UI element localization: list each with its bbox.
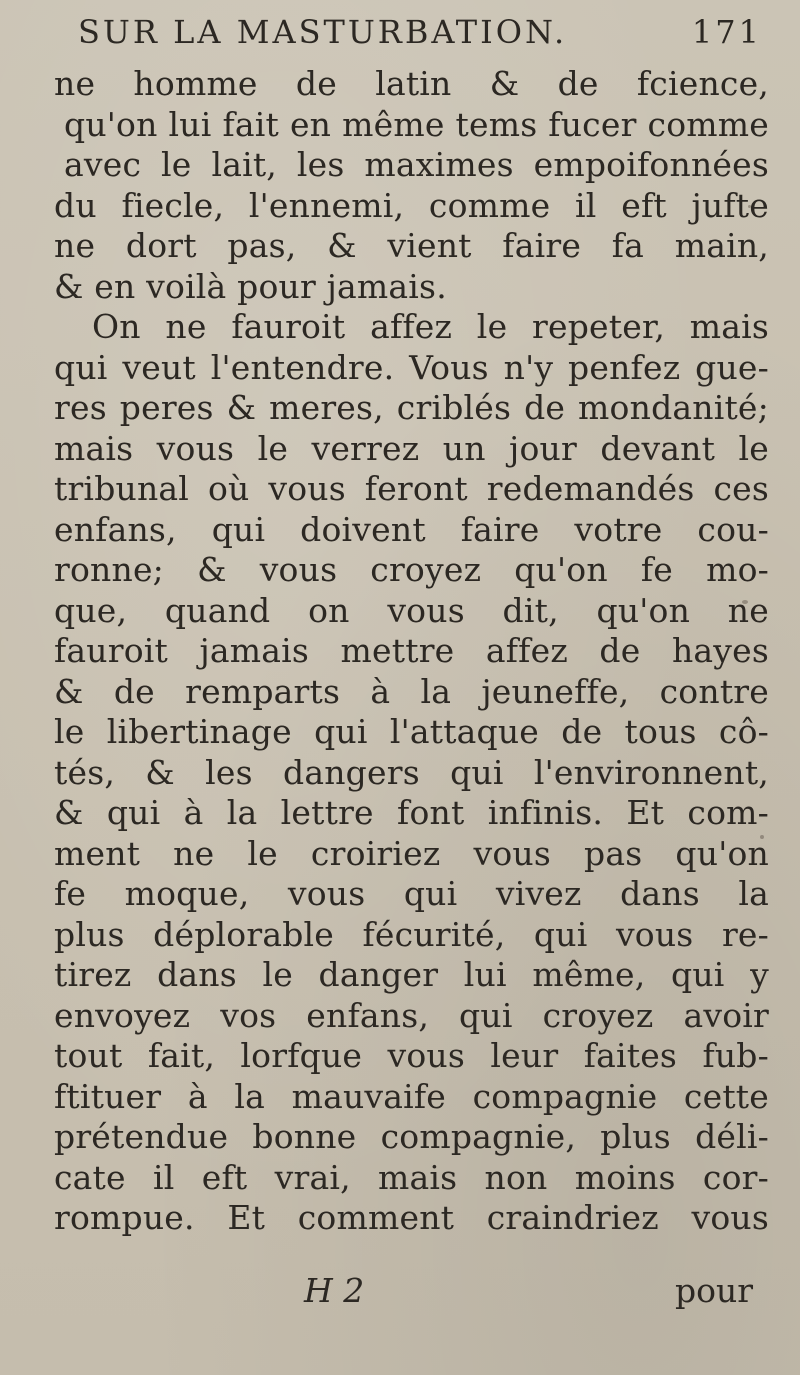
- body-text: [54, 64, 769, 1239]
- text-line: plus déplorable fécurité, qui vous re-: [54, 914, 769, 954]
- text-line: tés, & les dangers qui l'environnent,: [54, 752, 769, 792]
- text-line: tribunal où vous feront redemandés ces: [54, 469, 769, 508]
- text-line: enfans, qui doivent faire votre cou-: [54, 509, 769, 549]
- text-line: du fiecle, l'ennemi, comme il eft jufte: [54, 185, 769, 225]
- text-line: On ne fauroit affez le repeter, mais: [92, 307, 769, 346]
- ink-speck: [742, 600, 748, 604]
- text-line: qui veut l'entendre. Vous n'y penfez gue-: [54, 347, 769, 387]
- text-line: fauroit jamais mettre affez de hayes: [54, 631, 769, 670]
- text-line: le libertinage qui l'attaque de tous cô-: [54, 712, 769, 751]
- text-line: qu'on lui fait en même tems fucer comme: [64, 104, 769, 144]
- ink-speck: [760, 835, 764, 839]
- text-line: que, quand on vous dit, qu'on ne: [54, 590, 769, 630]
- text-line: tout fait, lorfque vous leur faites fub-: [54, 1036, 769, 1075]
- header-title: SUR LA MASTURBATION.: [78, 13, 568, 51]
- text-line: cate il eft vrai, mais non moins cor-: [54, 1157, 769, 1197]
- text-line: ronne; & vous croyez qu'on fe mo-: [54, 550, 769, 589]
- page-footer: [54, 1270, 769, 1312]
- text-line: mais vous le verrez un jour devant le: [54, 428, 769, 468]
- text-line: ftituer à la mauvaife compagnie cette: [54, 1076, 769, 1116]
- text-line: & en voilà pour jamais.: [54, 266, 447, 306]
- text-line: prétendue bonne compagnie, plus déli-: [54, 1117, 769, 1156]
- text-line: ment ne le croiriez vous pas qu'on: [54, 833, 769, 873]
- text-line: ne homme de latin & de fcience,: [54, 64, 769, 103]
- text-line: fe moque, vous qui vivez dans la: [54, 874, 769, 913]
- text-line: & de remparts à la jeuneffe, contre: [54, 671, 769, 711]
- text-line: rompue. Et comment craindriez vous: [54, 1198, 769, 1237]
- running-header: [78, 8, 768, 56]
- page-number: 171: [691, 13, 762, 51]
- catchword: pour: [674, 1271, 753, 1310]
- text-line: res peres & meres, criblés de mondanité;: [54, 388, 769, 427]
- signature-mark: H 2: [304, 1271, 365, 1310]
- text-line: avec le lait, les maximes empoifonnées: [64, 145, 769, 184]
- ink-speck: [748, 205, 751, 208]
- text-line: & qui à la lettre font infinis. Et com-: [54, 793, 769, 832]
- text-line: ne dort pas, & vient faire fa main,: [54, 226, 769, 265]
- text-line: envoyez vos enfans, qui croyez avoir: [54, 995, 769, 1035]
- text-line: tirez dans le danger lui même, qui y: [54, 955, 769, 994]
